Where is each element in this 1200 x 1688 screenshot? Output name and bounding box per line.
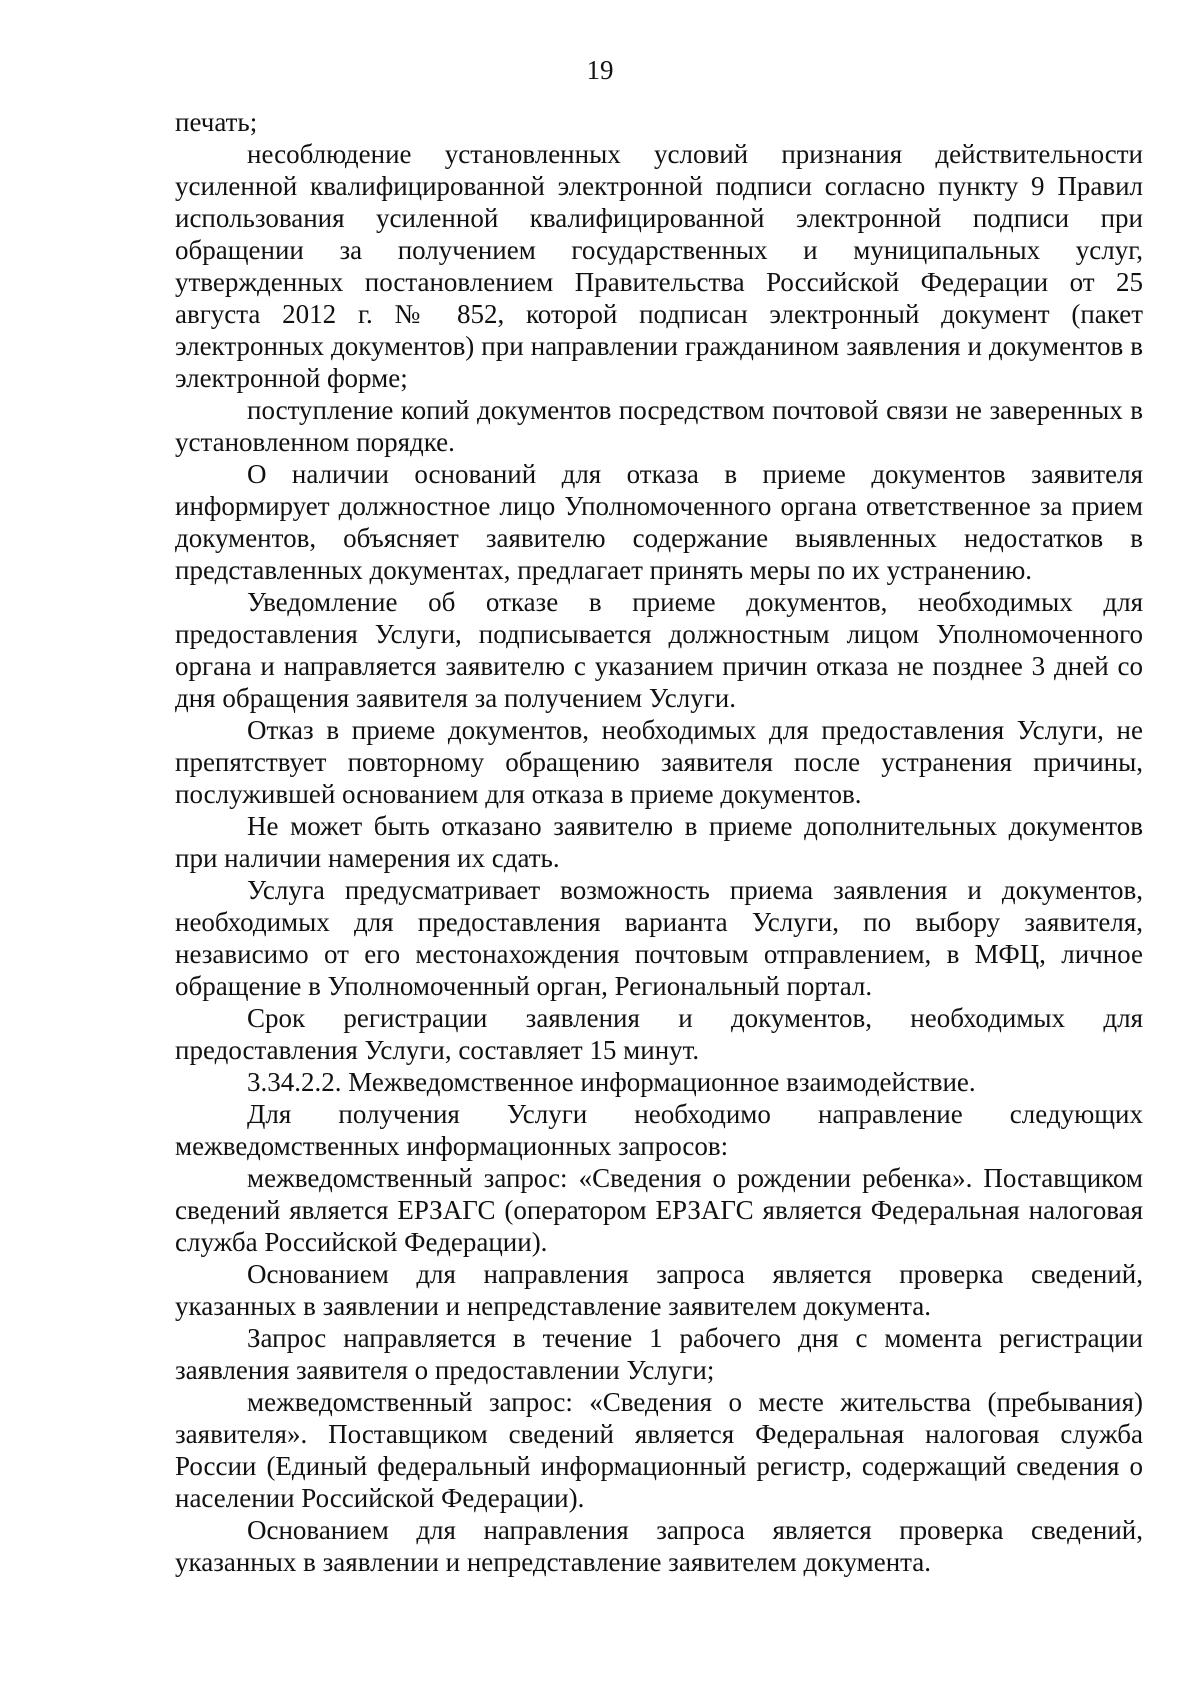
paragraph-request-birth-info: межведомственный запрос: «Сведения о рождении ребенка». Поставщиком сведений является ЕРЗАГС (оператором ЕРЗАГС является Федеральная налоговая служба Российской Федерации).: [175, 1163, 1143, 1257]
page-number: 19: [586, 55, 614, 85]
paragraph-uncertified-copies: поступление копий документов посредством почтовой связи не заверенных в установленном порядке.: [175, 395, 1143, 457]
paragraph-refusal-grounds-info: О наличии оснований для отказа в приеме документов заявителя информирует должностное лицо Уполномоченного органа ответственное за прием документов, объясняет заявителю содержание выявленных недостатков в представленных документах, предлагает принять меры по их устранению.: [175, 459, 1143, 585]
paragraph-continuation: печать;: [175, 107, 258, 137]
paragraph-request-basis-2: Основанием для направления запроса является проверка сведений, указанных в заявлении и непредставление заявителем документа.: [175, 1515, 1143, 1577]
paragraph-request-basis-1: Основанием для направления запроса является проверка сведений, указанных в заявлении и непредставление заявителем документа.: [175, 1259, 1143, 1321]
paragraph-request-residence-info: межведомственный запрос: «Сведения о месте жительства (пребывания) заявителя». Поставщиком сведений является Федеральная налоговая служба России (Единый федеральный информационный регистр, содержащий сведения о населении Российской Федерации).: [175, 1387, 1143, 1513]
paragraph-interagency-requests: Для получения Услуги необходимо направление следующих межведомственных информационных запросов:: [175, 1099, 1143, 1161]
paragraph-signature-validity: несоблюдение установленных условий признания действительности усиленной квалифицированной электронной подписи согласно пункту 9 Правил использования усиленной квалифицированной электронной подписи при обращении за получением государственных и муниципальных услуг, утвержденных постановлением Правительства Российской Федерации от 25 августа 2012 г. № 852, которой подписан электронный документ (пакет электронных документов) при направлении гражданином заявления и документов в электронной форме;: [175, 139, 1143, 393]
paragraph-request-term: Запрос направляется в течение 1 рабочего дня с момента регистрации заявления заявителя о предоставлении Услуги;: [175, 1323, 1143, 1385]
paragraph-repeat-application: Отказ в приеме документов, необходимых для предоставления Услуги, не препятствует повторному обращению заявителя после устранения причины, послужившей основанием для отказа в приеме документов.: [175, 715, 1143, 809]
page-body: [175, 106, 1143, 1578]
paragraph-additional-documents: Не может быть отказано заявителю в приеме дополнительных документов при наличии намерения их сдать.: [175, 811, 1143, 873]
section-heading-interagency: 3.34.2.2. Межведомственное информационное взаимодействие.: [247, 1067, 976, 1097]
paragraph-registration-term: Срок регистрации заявления и документов, необходимых для предоставления Услуги, составляет 15 минут.: [175, 1003, 1143, 1065]
paragraph-refusal-notification: Уведомление об отказе в приеме документов, необходимых для предоставления Услуги, подписывается должностным лицом Уполномоченного органа и направляется заявителю с указанием причин отказа не позднее 3 дней со дня обращения заявителя за получением Услуги.: [175, 587, 1143, 713]
paragraph-submission-methods: Услуга предусматривает возможность приема заявления и документов, необходимых для предоставления варианта Услуги, по выбору заявителя, независимо от его местонахождения почтовым отправлением, в МФЦ, личное обращение в Уполномоченный орган, Региональный портал.: [175, 875, 1143, 1001]
